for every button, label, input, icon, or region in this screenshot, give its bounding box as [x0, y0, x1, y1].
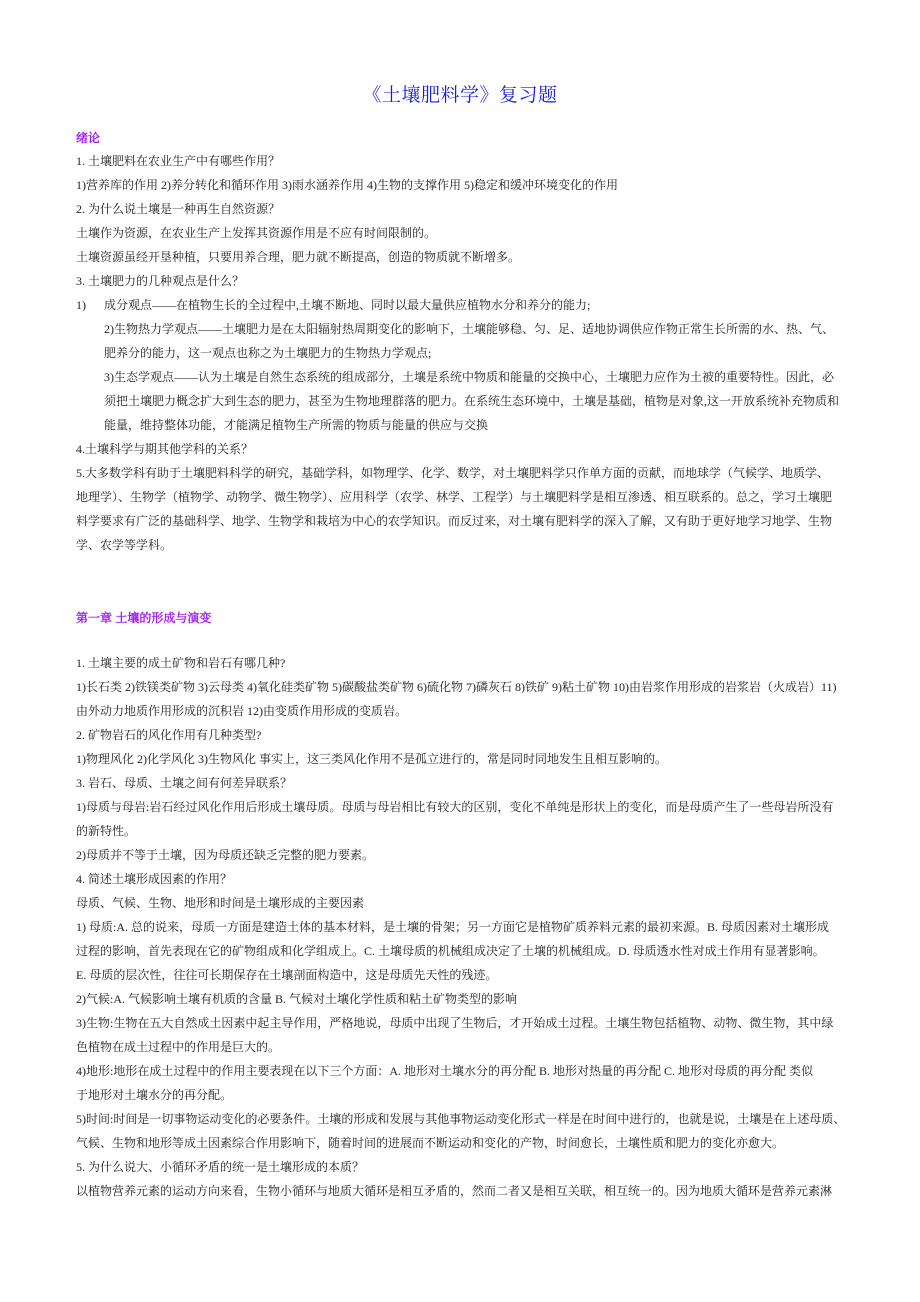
answer-line: 3)生态学观点——认为土壤是自然生态系统的组成部分，土壤是系统中物质和能量的交换中心，土壤肥力应作为土被的重要特性。因此，必: [104, 370, 835, 384]
answer-line: 料学要求有广泛的基础科学、地学、生物学和栽培为中心的农学知识。而反过来，对土壤有肥料学的深入了解，又有助于更好地学习地学、生物: [76, 514, 833, 528]
answer-line: 5.大多数学科有助于土壤肥料科学的研究，基础学科，如物理学、化学、数学，对土壤肥料学只作单方面的贡献，而地球学（气候学、地质学、: [76, 466, 830, 480]
answer-line: 的新特性。: [76, 824, 137, 838]
section-heading-intro: 绪论: [76, 131, 101, 145]
answer-line: 于地形对土壤水分的再分配。: [76, 1088, 233, 1102]
answer-line: 2)气候:A. 气候影响土壤有机质的含量 B. 气候对土壤化学性质和粘土矿物类型的影响: [76, 992, 518, 1006]
answer-line: 学、农学等学科。: [76, 538, 173, 552]
answer-line: 1) 母质:A. 总的说来，母质一方面是建造土体的基本材料，是土壤的骨架；另一方面它是植物矿质养料元素的最初来源。B. 母质因素对土壤形成: [76, 920, 830, 934]
answer-line: 1)营养库的作用 2)养分转化和循环作用 3)雨水涵养作用 4)生物的支撑作用 5)稳定和缓冲环境变化的作用: [76, 178, 618, 192]
answer-line: 4)地形:地形在成土过程中的作用主要表现在以下三个方面：A. 地形对土壤水分的再分配 B. 地形对热量的再分配 C. 地形对母质的再分配 类似: [76, 1064, 814, 1078]
answer-line: 1)物理风化 2)化学风化 3)生物风化 事实上，这三类风化作用不是孤立进行的，常是同时同地发生且相互影响的。: [76, 752, 667, 766]
question-line: 2. 矿物岩石的风化作用有几种类型?: [76, 728, 262, 742]
answer-line: 1) 成分观点——在植物生长的全过程中,土壤不断地、同时以最大量供应植物水分和养分的能力;: [76, 298, 591, 312]
question-line: 4. 简述土壤形成因素的作用？: [76, 872, 233, 886]
answer-line: 过程的影响，首先表现在它的矿物组成和化学组成上。C. 土壤母质的机械组成决定了土壤的机械组成。D. 母质透水性对成土作用有显著影响。: [76, 944, 825, 958]
answer-line: 2)生物热力学观点——土壤肥力是在太阳辐射热周期变化的影响下，土壤能够稳、匀、足、适地协调供应作物正常生长所需的水、热、气、: [104, 322, 835, 336]
answer-line: 地理学）、生物学（植物学、动物学、微生物学）、应用科学（农学、林学、工程学）与土壤肥料学是相互渗透、相互联系的。总之，学习土壤肥: [76, 490, 833, 504]
answer-line: 2)母质并不等于土壤，因为母质还缺乏完整的肥力要素。: [76, 848, 374, 862]
answer-line: E. 母质的层次性，往往可长期保存在土壤剖面构造中，这是母质先天性的残迹。: [76, 968, 498, 982]
answer-line: 母质、气候、生物、地形和时间是土壤形成的主要因素: [76, 896, 365, 910]
answer-line: 1)母质与母岩:岩石经过风化作用后形成土壤母质。母质与母岩相比有较大的区别，变化不单纯是形状上的变化，而是母质产生了一些母岩所没有: [76, 800, 834, 814]
answer-line: 1)长石类 2)铁镁类矿物 3)云母类 4)氧化硅类矿物 5)碳酸盐类矿物 6)硫化物 7)磷灰石 8)铁矿 9)粘土矿物 10)由岩浆作用形成的岩浆岩（火成岩）11): [76, 680, 837, 694]
answer-line: 土壤资源虽经开垦种植，只要用养合理，肥力就不断提高，创造的物质就不断增多。: [76, 250, 521, 264]
answer-line: 土壤作为资源，在农业生产上发挥其资源作用是不应有时间限制的。: [76, 226, 437, 240]
question-line: 1. 土壤肥料在农业生产中有哪些作用？: [76, 154, 281, 168]
answer-line: 气候、生物和地形等成土因素综合作用影响下，随着时间的进展而不断运动和变化的产物，时间愈长，土壤性质和肥力的变化亦愈大。: [76, 1136, 785, 1150]
answer-line: 3)生物:生物在五大自然成土因素中起主导作用，严格地说，母质中出现了生物后，才开始成土过程。土壤生物包括植物、动物、微生物，其中绿: [76, 1016, 834, 1030]
answer-line: 色植物在成土过程中的作用是巨大的。: [76, 1040, 281, 1054]
section-heading-chapter1: 第一章 土壤的形成与演变: [76, 611, 212, 625]
question-line: 2. 为什么说土壤是一种再生自然资源？: [76, 202, 281, 216]
answer-line: 须把土壤肥力概念扩大到生态的肥力，甚至为生物地理群落的肥力。在系统生态环境中，土壤是基础，植物是对象,这一开放系统补充物质和: [104, 394, 840, 408]
answer-line: 由外动力地质作用形成的沉积岩 12)由变质作用形成的变质岩。: [76, 704, 407, 718]
document-title: 《土壤肥料学》复习题: [362, 85, 558, 106]
answer-line: 肥养分的能力，这一观点也称之为土壤肥力的生物热力学观点;: [104, 346, 432, 360]
answer-line: 5)时间:时间是一切事物运动变化的必要条件。土壤的形成和发展与其他事物运动变化形式一样是在时间中进行的，也就是说，土壤是在上述母质、: [76, 1112, 846, 1126]
answer-line: 能量，维持整体功能，才能满足植物生产所需的物质与能量的供应与交换: [104, 418, 489, 432]
answer-line: 以植物营养元素的运动方向来看，生物小循环与地质大循环是相互矛盾的，然而二者又是相互关联，相互统一的。因为地质大循环是营养元素淋: [76, 1184, 833, 1198]
question-line: 3. 土壤肥力的几种观点是什么？: [76, 274, 245, 288]
question-line: 3. 岩石、母质、土壤之间有何差异联系？: [76, 776, 293, 790]
question-line: 5. 为什么说大、小循环矛盾的统一是土壤形成的本质？: [76, 1160, 365, 1174]
question-line: 1. 土壤主要的成土矿物和岩石有哪几种?: [76, 656, 286, 670]
question-line: 4.土壤科学与期其他学科的关系？: [76, 442, 254, 456]
